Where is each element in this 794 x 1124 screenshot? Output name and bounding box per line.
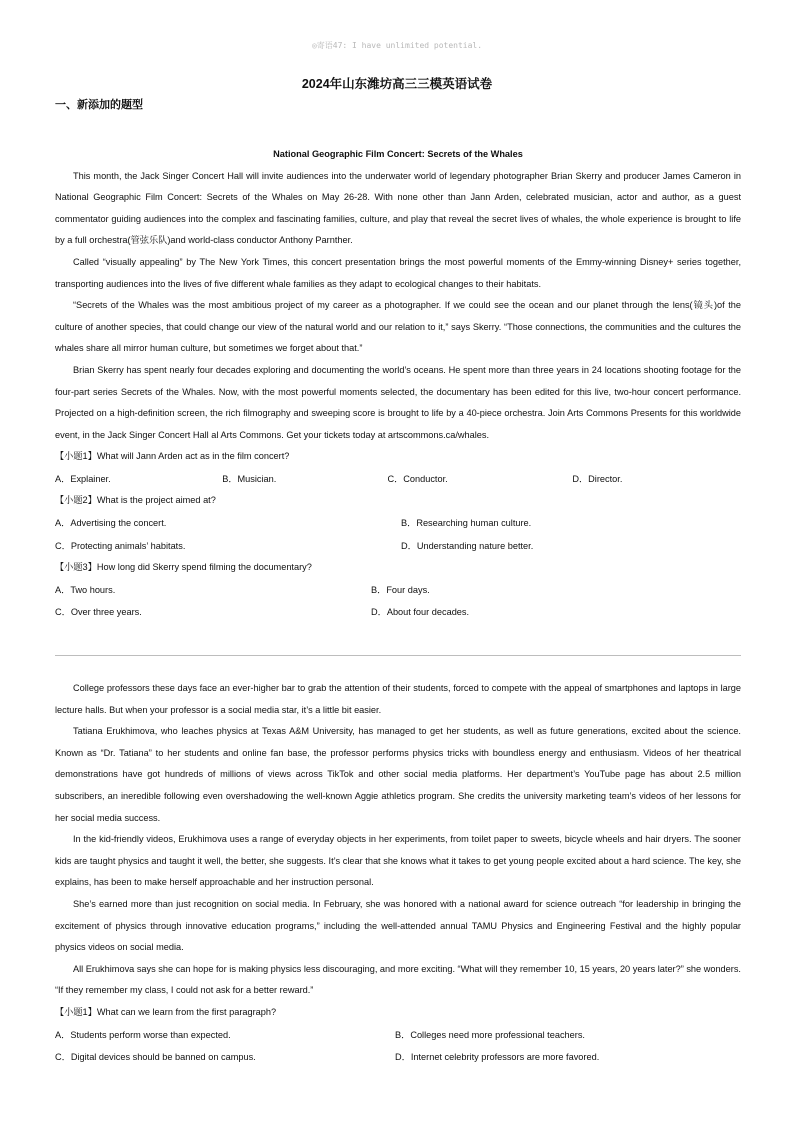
paragraph: “Secrets of the Whales was the most ambitious project of my career as a photographer. If we could see the ocean and our planet through the lens(镜头)of the culture of another species, that could change our view of the natural world and our relation to it,” says Skerry. “Those connections, the communities and the cultures the whales share all mirror human culture, but sometimes we forget about that.” <box>55 300 741 354</box>
passage-2 <box>55 678 741 1069</box>
option-a[interactable]: A．Students perform worse than expected. <box>55 1029 231 1040</box>
option-b[interactable]: B．Researching human culture. <box>401 518 532 528</box>
page-title: 2024年山东潍坊高三三模英语试卷 <box>301 77 493 91</box>
option-a[interactable]: A．Two hours. <box>55 584 116 595</box>
paragraph: In the kid-friendly videos, Erukhimova uses a range of everyday objects in her experiments, from toilet paper to sweets, bicycle wheels and hair dryers. The sooner kids are taught physics and taught it well, the better, she suggests. It’s clear that she knows what it takes to get young people excited about a hard science. The key, she explains, has been to make herself approachable and her instruction personal. <box>55 834 741 888</box>
passage-title: National Geographic Film Concert: Secrets of the Whales <box>273 149 523 159</box>
question-options <box>55 1024 741 1047</box>
paragraph: This month, the Jack Singer Concert Hall will invite audiences into the underwater world of legendary photographer Brian Skerry and producer James Cameron in National Geographic Film Concert: Secrets of the Whales on May 26-28. With none other than Jann Arden, celebrated musician, actor and author, as a guest commentator guiding audiences into the complex and fascinating families, culture, and play that reveal the secret lives of whales, the whole experience is brought to life by a full orchestra(管弦乐队)and world-class conductor Anthony Parnther. <box>55 170 741 246</box>
question-options <box>55 468 741 491</box>
passage-1 <box>55 144 741 624</box>
question-options <box>55 535 741 558</box>
option-d[interactable]: D．About four decades. <box>371 607 470 618</box>
option-c[interactable]: C．Conductor. <box>387 473 448 484</box>
paragraph: Tatiana Erukhimova, who leaches physics at Texas A&M University, has managed to get her students, as well as future generations, excited about the science. Known as “Dr. Tatiana” to her students and online fan base, the professor performs physics tricks with boundless energy and enthusiasm. Videos of her theatrical demonstrations have got hundreds of millions of views across TikTok and other social media platforms. Her department’s YouTube page has about 2.5 million subscribers, an ineredible following even overshadowing the well-known Aggie athletics program. She credits the university marketing team’s videos of her lessons for her social media success. <box>55 726 741 823</box>
question-options <box>55 579 741 602</box>
paragraph: Brian Skerry has spent nearly four decades exploring and documenting the world’s oceans. He spent more than three years in 24 locations shooting footage for the four-part series Secrets of the Whales. Now, with the most powerful moments selected, the documentary has been edited for this live, two-hour concert performance. Projected on a high-definition screen, the rich filmography and sweeping score is brought to life by a 40-piece orchestra. Join Arts Commons Presents for this worldwide event, in the Jack Singer Concert Hall al Arts Commons. Get your tickets today at artscommons.ca/whales. <box>55 364 741 440</box>
question-options <box>55 512 741 535</box>
question-stem: 【小题1】What can we learn from the first paragraph? <box>55 1006 277 1017</box>
option-d[interactable]: D．Director. <box>572 473 623 484</box>
option-d[interactable]: D．Understanding nature better. <box>401 540 534 551</box>
question-stem: 【小题3】How long did Skerry spend filming the documentary? <box>55 562 312 572</box>
question-stem: 【小题2】What is the project aimed at? <box>55 495 216 506</box>
option-c[interactable]: C．Over three years. <box>55 607 142 618</box>
question-stem: 【小题1】What will Jann Arden act as in the film concert? <box>55 451 290 462</box>
paragraph: Called “visually appealing” by The New York Times, this concert presentation brings the most powerful moments of the Emmy-winning Disney+ series together, transporting audiences into the lives of five different whale families as they adapt to ecological changes to their habitats. <box>55 256 741 289</box>
option-c[interactable]: C．Protecting animals’ habitats. <box>55 540 186 551</box>
section-heading: 一、新添加的题型 <box>55 98 143 111</box>
paragraph: College professors these days face an ever-higher bar to grab the attention of their students, forced to compete with the appeal of smartphones and laptops in large lecture halls. But when your professor is a social media star, it’s a little bit easier. <box>55 683 741 715</box>
option-b[interactable]: B．Musician. <box>222 473 277 484</box>
option-a[interactable]: A．Advertising the concert. <box>55 518 167 528</box>
question-options <box>55 1046 741 1069</box>
question-options <box>55 601 741 624</box>
option-b[interactable]: B．Colleges need more professional teachers. <box>395 1029 585 1040</box>
paragraph: She’s earned more than just recognition on social media. In February, she was honored with a national award for science outreach “for leadership in bringing the excitement of physics through innovative education programs,” including the well-attended annual TAMU Physics and Engineering Festival and the highly popular physics videos on social media. <box>55 898 741 953</box>
section-divider <box>55 655 741 656</box>
option-b[interactable]: B．Four days. <box>371 584 430 595</box>
option-c[interactable]: C．Digital devices should be banned on campus. <box>55 1052 256 1062</box>
option-d[interactable]: D．Internet celebrity professors are more favored. <box>395 1052 600 1062</box>
watermark: ◎寄语47: I have unlimited potential. <box>311 41 483 50</box>
paragraph: All Erukhimova says she can hope for is making physics less discouraging, and more exciting. “What will they remember 10, 15 years, 20 years later?” she wonders. “If they remember my class, I could not ask for a better reward.” <box>55 963 741 996</box>
option-a[interactable]: A．Explainer. <box>55 473 111 484</box>
